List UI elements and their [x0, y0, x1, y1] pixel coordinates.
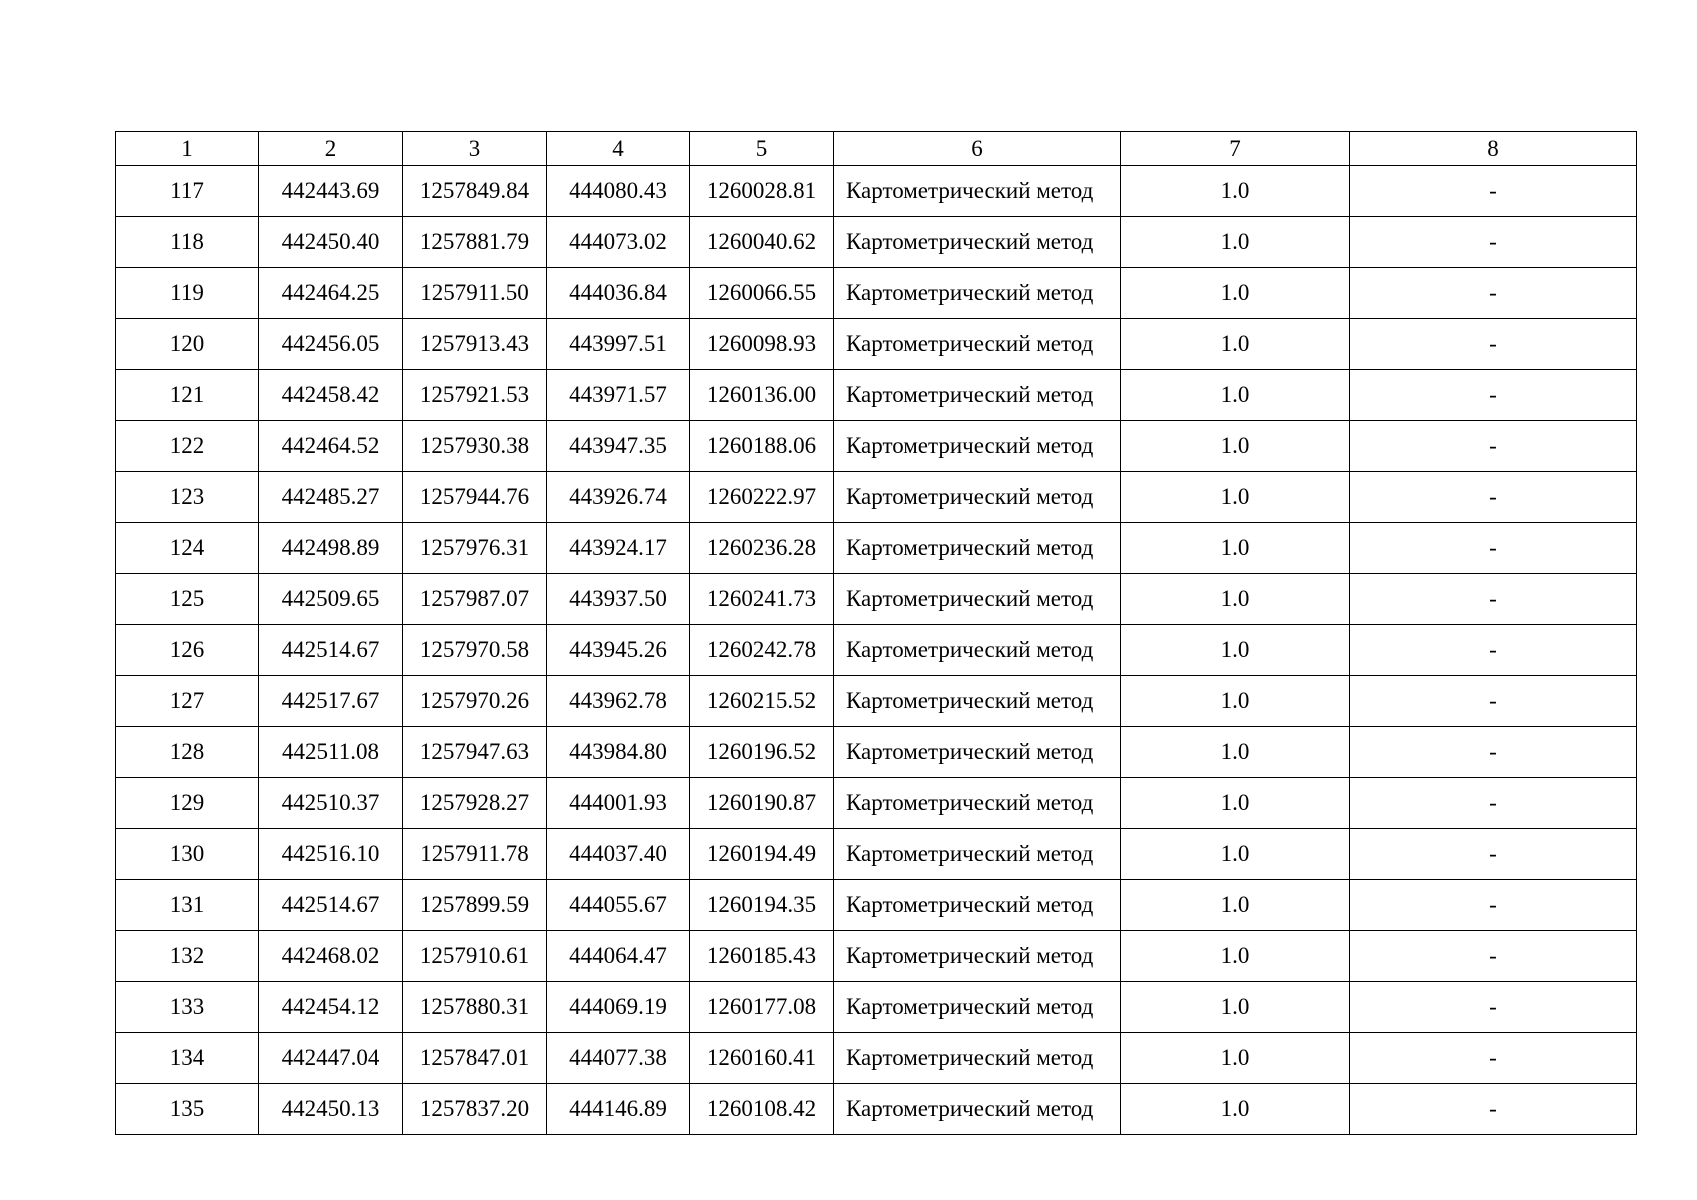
table-header-row — [116, 132, 1637, 166]
description-cell: - — [1350, 574, 1637, 625]
y-old-cell: 1257837.20 — [403, 1084, 547, 1135]
method-cell: Картометрический метод — [834, 931, 1121, 982]
description-cell: - — [1350, 319, 1637, 370]
point-number-cell: 131 — [116, 880, 259, 931]
y-new-cell: 1260188.06 — [690, 421, 834, 472]
y-old-cell: 1257910.61 — [403, 931, 547, 982]
description-cell: - — [1350, 472, 1637, 523]
x-old-cell: 442450.40 — [259, 217, 403, 268]
x-old-cell: 442468.02 — [259, 931, 403, 982]
x-old-cell: 442517.67 — [259, 676, 403, 727]
accuracy-cell: 1.0 — [1121, 931, 1350, 982]
table-row — [116, 319, 1637, 370]
x-new-cell: 443926.74 — [547, 472, 690, 523]
column-number-header: 4 — [547, 132, 690, 166]
point-number-cell: 128 — [116, 727, 259, 778]
description-cell: - — [1350, 778, 1637, 829]
table-row — [116, 166, 1637, 217]
x-new-cell: 444036.84 — [547, 268, 690, 319]
point-number-cell: 133 — [116, 982, 259, 1033]
point-number-cell: 120 — [116, 319, 259, 370]
accuracy-cell: 1.0 — [1121, 982, 1350, 1033]
point-number-cell: 134 — [116, 1033, 259, 1084]
point-number-cell: 135 — [116, 1084, 259, 1135]
point-number-cell: 125 — [116, 574, 259, 625]
x-old-cell: 442464.25 — [259, 268, 403, 319]
y-old-cell: 1257881.79 — [403, 217, 547, 268]
table-row — [116, 727, 1637, 778]
y-old-cell: 1257947.63 — [403, 727, 547, 778]
table-row — [116, 370, 1637, 421]
x-new-cell: 443962.78 — [547, 676, 690, 727]
x-new-cell: 443971.57 — [547, 370, 690, 421]
x-new-cell: 443937.50 — [547, 574, 690, 625]
accuracy-cell: 1.0 — [1121, 778, 1350, 829]
point-number-cell: 118 — [116, 217, 259, 268]
x-new-cell: 444080.43 — [547, 166, 690, 217]
description-cell: - — [1350, 982, 1637, 1033]
y-old-cell: 1257987.07 — [403, 574, 547, 625]
x-old-cell: 442485.27 — [259, 472, 403, 523]
x-new-cell: 444073.02 — [547, 217, 690, 268]
method-cell: Картометрический метод — [834, 370, 1121, 421]
x-old-cell: 442464.52 — [259, 421, 403, 472]
accuracy-cell: 1.0 — [1121, 166, 1350, 217]
description-cell: - — [1350, 217, 1637, 268]
y-new-cell: 1260040.62 — [690, 217, 834, 268]
point-number-cell: 132 — [116, 931, 259, 982]
point-number-cell: 119 — [116, 268, 259, 319]
y-new-cell: 1260215.52 — [690, 676, 834, 727]
y-new-cell: 1260160.41 — [690, 1033, 834, 1084]
x-old-cell: 442454.12 — [259, 982, 403, 1033]
table-row — [116, 1084, 1637, 1135]
x-new-cell: 443945.26 — [547, 625, 690, 676]
y-new-cell: 1260108.42 — [690, 1084, 834, 1135]
y-old-cell: 1257911.78 — [403, 829, 547, 880]
accuracy-cell: 1.0 — [1121, 319, 1350, 370]
column-number-header: 6 — [834, 132, 1121, 166]
x-new-cell: 444064.47 — [547, 931, 690, 982]
accuracy-cell: 1.0 — [1121, 1084, 1350, 1135]
x-new-cell: 443984.80 — [547, 727, 690, 778]
coordinates-table — [115, 131, 1637, 1135]
x-old-cell: 442516.10 — [259, 829, 403, 880]
y-new-cell: 1260177.08 — [690, 982, 834, 1033]
x-new-cell: 444146.89 — [547, 1084, 690, 1135]
x-old-cell: 442498.89 — [259, 523, 403, 574]
x-new-cell: 443924.17 — [547, 523, 690, 574]
table-row — [116, 523, 1637, 574]
method-cell: Картометрический метод — [834, 472, 1121, 523]
table-row — [116, 574, 1637, 625]
method-cell: Картометрический метод — [834, 319, 1121, 370]
x-new-cell: 444069.19 — [547, 982, 690, 1033]
description-cell: - — [1350, 727, 1637, 778]
x-old-cell: 442450.13 — [259, 1084, 403, 1135]
accuracy-cell: 1.0 — [1121, 880, 1350, 931]
method-cell: Картометрический метод — [834, 1033, 1121, 1084]
method-cell: Картометрический метод — [834, 880, 1121, 931]
point-number-cell: 124 — [116, 523, 259, 574]
table-row — [116, 625, 1637, 676]
y-new-cell: 1260194.49 — [690, 829, 834, 880]
description-cell: - — [1350, 931, 1637, 982]
method-cell: Картометрический метод — [834, 523, 1121, 574]
point-number-cell: 123 — [116, 472, 259, 523]
y-new-cell: 1260241.73 — [690, 574, 834, 625]
point-number-cell: 127 — [116, 676, 259, 727]
y-new-cell: 1260185.43 — [690, 931, 834, 982]
y-new-cell: 1260098.93 — [690, 319, 834, 370]
x-old-cell: 442443.69 — [259, 166, 403, 217]
method-cell: Картометрический метод — [834, 625, 1121, 676]
y-old-cell: 1257847.01 — [403, 1033, 547, 1084]
table-row — [116, 1033, 1637, 1084]
point-number-cell: 130 — [116, 829, 259, 880]
y-new-cell: 1260242.78 — [690, 625, 834, 676]
column-number-header: 7 — [1121, 132, 1350, 166]
point-number-cell: 122 — [116, 421, 259, 472]
x-old-cell: 442514.67 — [259, 880, 403, 931]
y-old-cell: 1257849.84 — [403, 166, 547, 217]
y-old-cell: 1257970.26 — [403, 676, 547, 727]
x-old-cell: 442509.65 — [259, 574, 403, 625]
column-number-header: 8 — [1350, 132, 1637, 166]
y-old-cell: 1257976.31 — [403, 523, 547, 574]
y-old-cell: 1257970.58 — [403, 625, 547, 676]
table-row — [116, 472, 1637, 523]
table-row — [116, 217, 1637, 268]
column-number-header: 3 — [403, 132, 547, 166]
column-number-header: 5 — [690, 132, 834, 166]
accuracy-cell: 1.0 — [1121, 727, 1350, 778]
accuracy-cell: 1.0 — [1121, 523, 1350, 574]
x-old-cell: 442447.04 — [259, 1033, 403, 1084]
y-new-cell: 1260028.81 — [690, 166, 834, 217]
point-number-cell: 126 — [116, 625, 259, 676]
table-row — [116, 880, 1637, 931]
y-old-cell: 1257913.43 — [403, 319, 547, 370]
description-cell: - — [1350, 523, 1637, 574]
y-old-cell: 1257928.27 — [403, 778, 547, 829]
y-new-cell: 1260222.97 — [690, 472, 834, 523]
description-cell: - — [1350, 625, 1637, 676]
x-old-cell: 442510.37 — [259, 778, 403, 829]
method-cell: Картометрический метод — [834, 676, 1121, 727]
method-cell: Картометрический метод — [834, 1084, 1121, 1135]
accuracy-cell: 1.0 — [1121, 625, 1350, 676]
y-old-cell: 1257899.59 — [403, 880, 547, 931]
method-cell: Картометрический метод — [834, 421, 1121, 472]
accuracy-cell: 1.0 — [1121, 676, 1350, 727]
y-new-cell: 1260194.35 — [690, 880, 834, 931]
column-number-header: 2 — [259, 132, 403, 166]
x-old-cell: 442511.08 — [259, 727, 403, 778]
x-new-cell: 444055.67 — [547, 880, 690, 931]
point-number-cell: 117 — [116, 166, 259, 217]
table-row — [116, 829, 1637, 880]
description-cell: - — [1350, 268, 1637, 319]
table-body — [116, 166, 1637, 1135]
method-cell: Картометрический метод — [834, 166, 1121, 217]
y-old-cell: 1257921.53 — [403, 370, 547, 421]
x-old-cell: 442456.05 — [259, 319, 403, 370]
y-old-cell: 1257944.76 — [403, 472, 547, 523]
method-cell: Картометрический метод — [834, 727, 1121, 778]
x-new-cell: 444037.40 — [547, 829, 690, 880]
y-old-cell: 1257930.38 — [403, 421, 547, 472]
table-row — [116, 982, 1637, 1033]
x-new-cell: 444077.38 — [547, 1033, 690, 1084]
point-number-cell: 129 — [116, 778, 259, 829]
x-new-cell: 443997.51 — [547, 319, 690, 370]
accuracy-cell: 1.0 — [1121, 829, 1350, 880]
description-cell: - — [1350, 880, 1637, 931]
description-cell: - — [1350, 166, 1637, 217]
accuracy-cell: 1.0 — [1121, 421, 1350, 472]
description-cell: - — [1350, 829, 1637, 880]
method-cell: Картометрический метод — [834, 217, 1121, 268]
method-cell: Картометрический метод — [834, 982, 1121, 1033]
table-row — [116, 268, 1637, 319]
x-old-cell: 442514.67 — [259, 625, 403, 676]
accuracy-cell: 1.0 — [1121, 574, 1350, 625]
accuracy-cell: 1.0 — [1121, 370, 1350, 421]
point-number-cell: 121 — [116, 370, 259, 421]
x-old-cell: 442458.42 — [259, 370, 403, 421]
y-new-cell: 1260066.55 — [690, 268, 834, 319]
y-new-cell: 1260190.87 — [690, 778, 834, 829]
y-new-cell: 1260196.52 — [690, 727, 834, 778]
method-cell: Картометрический метод — [834, 574, 1121, 625]
y-new-cell: 1260136.00 — [690, 370, 834, 421]
description-cell: - — [1350, 676, 1637, 727]
accuracy-cell: 1.0 — [1121, 472, 1350, 523]
table-row — [116, 931, 1637, 982]
column-number-header: 1 — [116, 132, 259, 166]
table-row — [116, 676, 1637, 727]
accuracy-cell: 1.0 — [1121, 217, 1350, 268]
method-cell: Картометрический метод — [834, 268, 1121, 319]
description-cell: - — [1350, 1084, 1637, 1135]
description-cell: - — [1350, 421, 1637, 472]
description-cell: - — [1350, 370, 1637, 421]
description-cell: - — [1350, 1033, 1637, 1084]
x-new-cell: 443947.35 — [547, 421, 690, 472]
y-new-cell: 1260236.28 — [690, 523, 834, 574]
table-row — [116, 421, 1637, 472]
accuracy-cell: 1.0 — [1121, 268, 1350, 319]
method-cell: Картометрический метод — [834, 778, 1121, 829]
y-old-cell: 1257911.50 — [403, 268, 547, 319]
x-new-cell: 444001.93 — [547, 778, 690, 829]
table-row — [116, 778, 1637, 829]
y-old-cell: 1257880.31 — [403, 982, 547, 1033]
method-cell: Картометрический метод — [834, 829, 1121, 880]
accuracy-cell: 1.0 — [1121, 1033, 1350, 1084]
